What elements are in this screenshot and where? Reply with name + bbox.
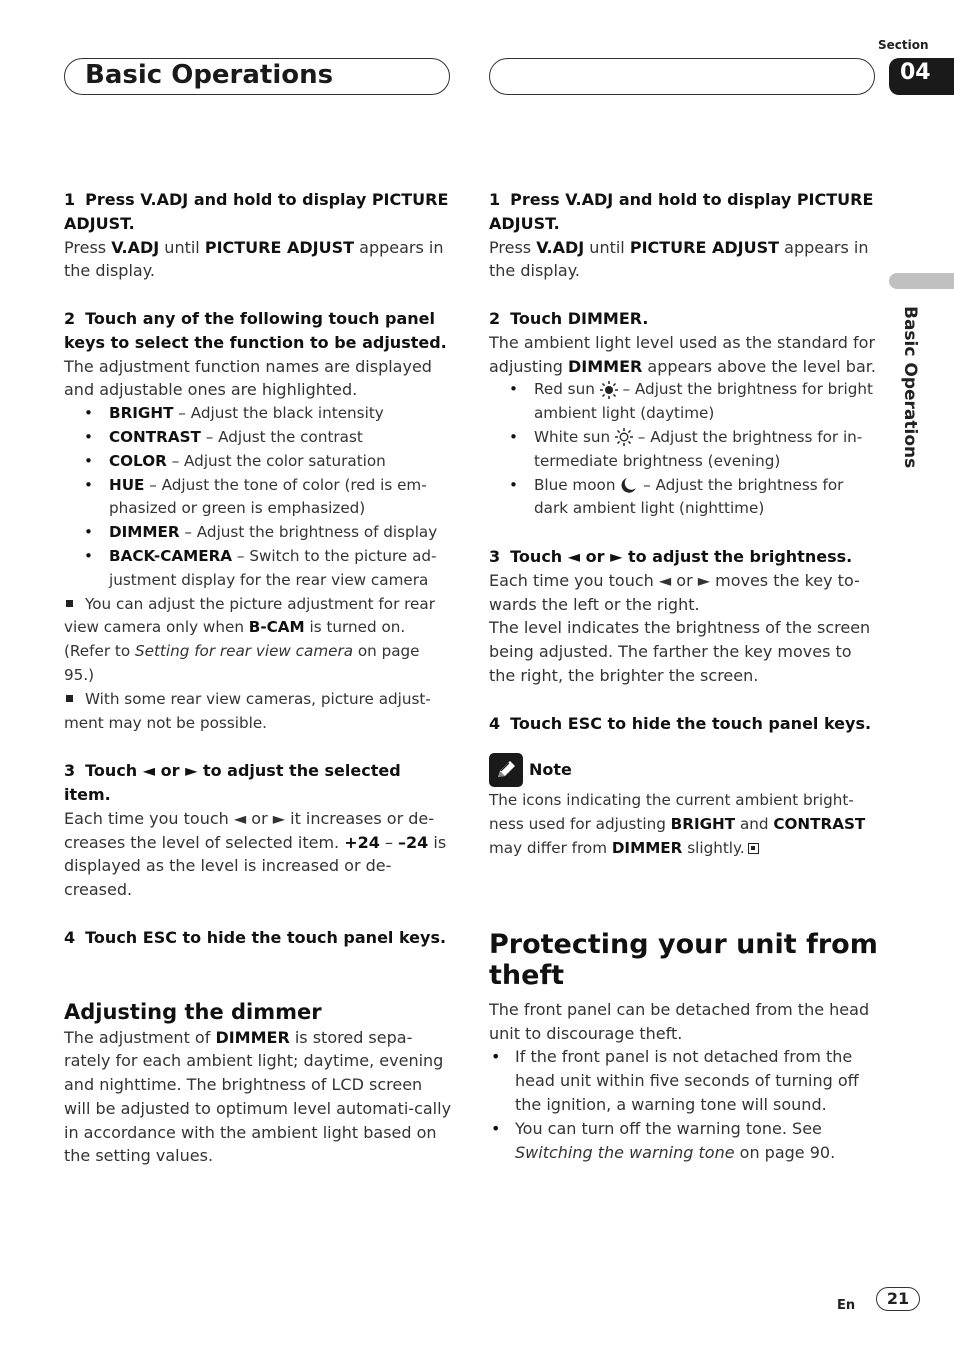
list-item: • White sun – Adjust the brightness for in-termediate brightness (evening): [489, 426, 879, 474]
header-blank-box: [489, 58, 875, 95]
side-section-label: Basic Operations: [900, 306, 920, 469]
left-step-2-body: The adjustment function names are displayed and adjustable ones are highlighted.: [64, 356, 432, 400]
note-header: [489, 753, 879, 787]
page-number: 21: [876, 1287, 920, 1311]
list-item: • CONTRAST – Adjust the contrast: [64, 426, 452, 450]
heading-adjusting-dimmer: Adjusting the dimmer: [64, 999, 322, 1024]
section-label: Section: [878, 38, 929, 52]
list-item: • HUE – Adjust the tone of color (red is em-phasized or green is emphasized): [64, 474, 452, 522]
left-step-3: 3 Touch ◄ or ► to adjust the selected item.: [64, 761, 401, 804]
footer-language: En: [837, 1298, 856, 1313]
note-body: The icons indicating the current ambient bright-ness used for adjusting BRIGHT and CONTRAST may differ from DIMMER slightly.: [489, 791, 866, 857]
section-number-tab: 04: [889, 58, 954, 95]
note-label: Note: [529, 760, 572, 780]
left-step-3-body: Each time you touch ◄ or ► it increases or de-creases the level of selected item. +24 – –24 is displayed as the level is increased or de-creased.: [64, 808, 447, 900]
red-sun-icon: [600, 381, 618, 399]
theft-list: [489, 1045, 879, 1164]
list-item: • BACK-CAMERA – Switch to the picture ad-justment display for the rear view camera: [64, 545, 452, 593]
page-title: Basic Operations: [85, 60, 334, 90]
left-note-1: You can adjust the picture adjustment for rear view camera only when B-CAM is turned on. (Refer to Setting for rear view camera on page 95.): [64, 594, 435, 684]
left-step-1: 1 Press V.ADJ and hold to display PICTURE ADJUST.: [64, 190, 449, 233]
right-step-2-body: The ambient light level used as the standard for adjusting DIMMER appears above the level bar.: [489, 332, 876, 376]
right-step-1: 1 Press V.ADJ and hold to display PICTURE ADJUST.: [489, 190, 874, 233]
list-item: • Red sun – Adjust the brightness for bright ambient light (daytime): [489, 378, 879, 426]
right-step-4: 4 Touch ESC to hide the touch panel keys.: [489, 713, 872, 733]
header-title-box: [64, 58, 450, 95]
list-item: • COLOR – Adjust the color saturation: [64, 450, 452, 474]
pencil-note-icon: [489, 753, 523, 787]
white-sun-icon: [615, 428, 633, 446]
theft-body: The front panel can be detached from the head unit to discourage theft.: [489, 999, 870, 1043]
left-step-2: 2 Touch any of the following touch panel keys to select the function to be adjusted.: [64, 308, 447, 352]
end-mark-icon: [748, 843, 759, 854]
heading-protecting-unit: Protecting your unit from theft: [489, 928, 878, 991]
right-step-3: 3 Touch ◄ or ► to adjust the brightness.: [489, 546, 853, 566]
left-column: [64, 188, 452, 1168]
function-list: [64, 402, 452, 592]
right-step-3-body-1: Each time you touch ◄ or ► moves the key to-wards the left or the right.: [489, 570, 860, 614]
right-column: [489, 188, 879, 1164]
ambient-light-list: [489, 378, 879, 521]
right-step-2: 2 Touch DIMMER.: [489, 308, 649, 328]
list-item: • DIMMER – Adjust the brightness of display: [64, 521, 452, 545]
left-step-1-body: Press V.ADJ until PICTURE ADJUST appears in the display.: [64, 237, 444, 281]
dimmer-body: The adjustment of DIMMER is stored sepa-rately for each ambient light; daytime, evening and nighttime. The brightness of LCD screen will be adjusted to optimum level automati-cally in accordance with the ambient light based on the setting values.: [64, 1027, 452, 1166]
list-item: • Blue moon – Adjust the brightness for dark ambient light (nighttime): [489, 474, 879, 522]
list-item: • You can turn off the warning tone. See Switching the warning tone on page 90.: [489, 1117, 879, 1165]
square-bullet-icon: [66, 695, 73, 702]
list-item: • BRIGHT – Adjust the black intensity: [64, 402, 452, 426]
square-bullet-icon: [66, 600, 73, 607]
right-step-1-body: Press V.ADJ until PICTURE ADJUST appears in the display.: [489, 237, 869, 281]
blue-moon-icon: [620, 476, 638, 494]
side-index-tab: [889, 273, 954, 289]
right-step-3-body-2: The level indicates the brightness of the screen being adjusted. The farther the key moves to the right, the brighter the screen.: [489, 618, 871, 685]
left-step-4: 4 Touch ESC to hide the touch panel keys.: [64, 927, 447, 947]
left-note-2: With some rear view cameras, picture adjust-ment may not be possible.: [64, 689, 431, 732]
list-item: • If the front panel is not detached from the head unit within five seconds of turning off the ignition, a warning tone will sound.: [489, 1045, 879, 1116]
